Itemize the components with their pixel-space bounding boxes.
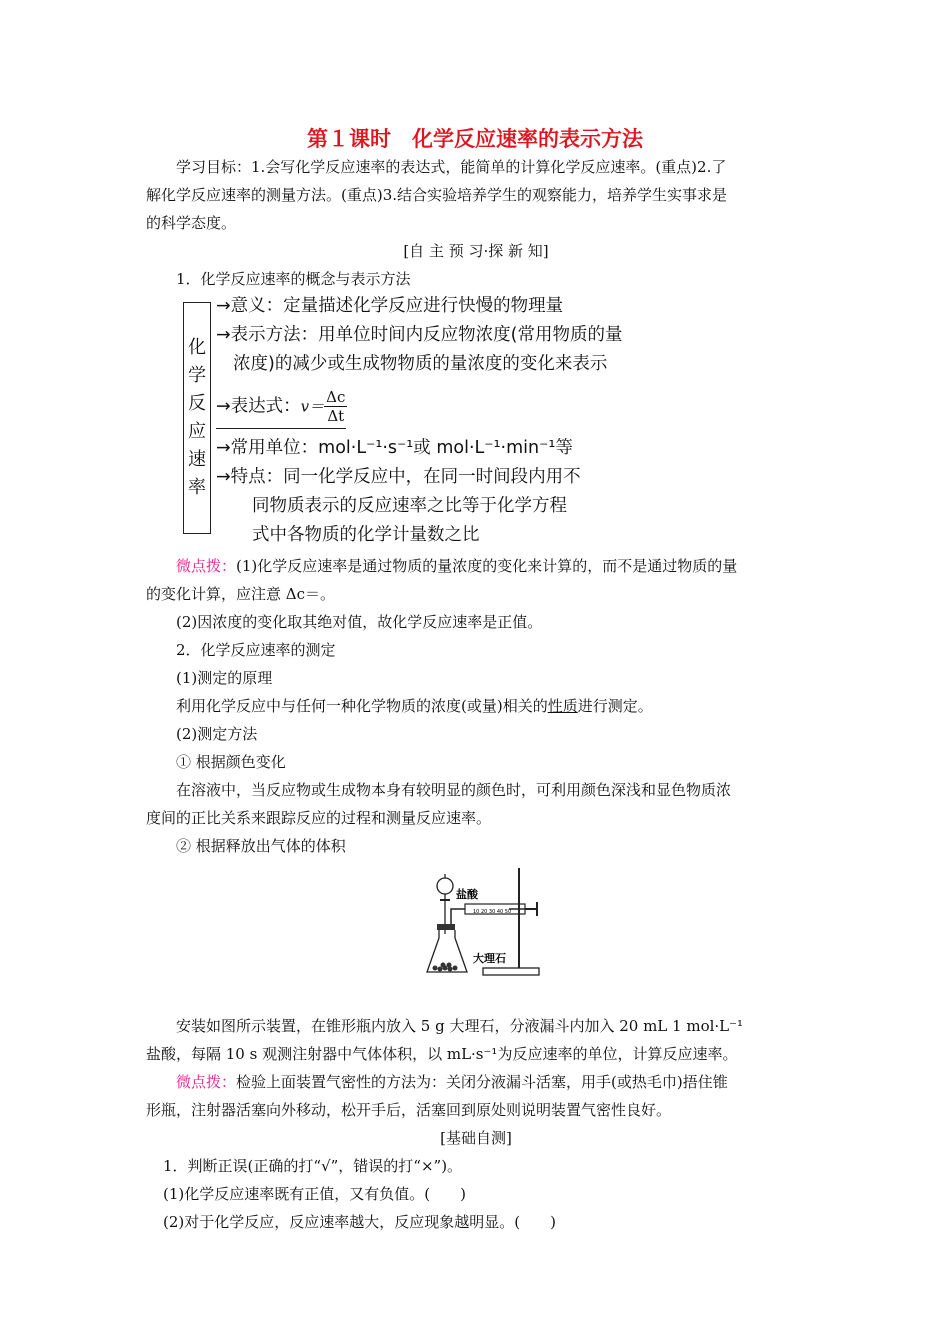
concept-feature-line-1: →特点：同一化学反应中，在同一时间段内用不 <box>216 467 581 487</box>
diagram-divider <box>216 428 346 429</box>
tip-2-line-2: 形瓶，注射器活塞向外移动，松开手后，活塞回到原处则说明装置气密性良好。 <box>146 1101 672 1119</box>
test-title: 1．判断正误(正确的打“√”，错误的打“×”)。 <box>163 1157 463 1175</box>
tip-label: 微点拨： <box>176 1073 237 1091</box>
principle-keyword: 性质 <box>547 697 578 715</box>
concept-box <box>183 302 211 534</box>
question-2: (2)对于化学反应，反应速率越大，反应现象越明显。( ) <box>163 1213 556 1231</box>
expression-v: v＝ <box>300 397 325 416</box>
expression-fraction <box>324 388 347 425</box>
concept-box-char: 化 <box>188 337 206 358</box>
lesson-title: 第１课时 化学反应速率的表示方法 <box>307 127 643 151</box>
tip-2-text: 检验上面装置气密性的方法为：关闭分液漏斗活塞，用手(或热毛巾)捂住锥 <box>236 1073 728 1091</box>
learning-goals-line-2: 解化学反应速率的测量方法。(重点)3.结合实验培养学生的观察能力，培养学生实事求是 <box>146 186 728 204</box>
principle-post: 进行测定。 <box>577 697 653 715</box>
tip-1-text: (1)化学反应速率是通过物质的量浓度的变化来计算的，而不是通过物质的量 <box>236 557 738 575</box>
method-2-title: ② 根据释放出气体的体积 <box>176 837 346 855</box>
apparatus-figure <box>425 862 555 980</box>
concept-box-char: 反 <box>188 393 206 414</box>
concept-box-char: 率 <box>188 477 206 498</box>
concept-feature-line-2: 同物质表示的反应速率之比等于化学方程 <box>252 496 567 516</box>
learning-goals-line-1: 学习目标：1.会写化学反应速率的表达式，能简单的计算化学反应速率。(重点)2.了 <box>176 158 727 176</box>
question-1: (1)化学反应速率既有正值，又有负值。( ) <box>163 1185 466 1203</box>
setup-line-1: 安装如图所示装置，在锥形瓶内放入 5 g 大理石，分液漏斗内加入 20 mL 1 mol·L⁻¹ <box>176 1017 744 1035</box>
concept-method-line-2: 浓度)的减少或生成物物质的量浓度的变化来表示 <box>233 354 608 374</box>
label-hydrochloric-acid: 盐酸 <box>456 888 478 901</box>
expression-label: →表达式： <box>216 396 301 417</box>
concept-meaning: →意义：定量描述化学反应进行快慢的物理量 <box>216 296 564 316</box>
principle-text <box>146 692 806 720</box>
item-2-title: 2．化学反应速率的测定 <box>176 641 336 659</box>
setup-line-2: 盐酸，每隔 10 s 观测注射器中气体体积，以 mL·s⁻¹为反应速率的单位，计算反应速率。 <box>146 1045 738 1063</box>
method-title: (2)测定方法 <box>176 725 258 743</box>
concept-box-char: 应 <box>188 421 206 442</box>
concept-unit: →常用单位：mol·L⁻¹·s⁻¹或 mol·L⁻¹·min⁻¹等 <box>216 438 573 458</box>
tip-label: 微点拨： <box>176 557 237 575</box>
learning-goals-line-3: 的科学态度。 <box>146 214 237 232</box>
syringe-scale: 10 20 30 40 50 <box>473 909 512 915</box>
concept-box-char: 学 <box>188 365 206 386</box>
concept-box-char: 速 <box>188 449 206 470</box>
section-heading-self-test: [基础自测] <box>440 1129 512 1147</box>
principle-title: (1)测定的原理 <box>176 669 273 687</box>
tip-2-line-1 <box>146 1068 806 1096</box>
principle-pre: 利用化学反应中与任何一种化学物质的浓度(或量)相关的 <box>176 697 548 715</box>
method-1-line-1: 在溶液中，当反应物或生成物本身有较明显的颜色时，可利用颜色深浅和显色物质浓 <box>176 781 732 799</box>
item-1-title: 1．化学反应速率的概念与表示方法 <box>176 270 411 288</box>
concept-method-line-1: →表示方法：用单位时间内反应物浓度(常用物质的量 <box>216 325 623 345</box>
tip-1-line-1 <box>146 552 806 580</box>
concept-feature-line-3: 式中各物质的化学计量数之比 <box>252 525 480 545</box>
concept-expression <box>216 388 347 425</box>
fraction-numerator: Δc <box>326 388 346 406</box>
tip-1-line-2: 的变化计算，应注意 Δc＝。 <box>146 585 336 603</box>
fraction-denominator: Δt <box>327 407 345 425</box>
tip-1-line-3: (2)因浓度的变化取其绝对值，故化学反应速率是正值。 <box>176 613 543 631</box>
label-marble: 大理石 <box>473 952 506 965</box>
method-1-line-2: 度间的正比关系来跟踪反应的过程和测量反应速率。 <box>146 809 492 827</box>
section-heading-preview: [自 主 预 习·探 新 知] <box>403 242 549 260</box>
method-1-title: ① 根据颜色变化 <box>176 753 286 771</box>
